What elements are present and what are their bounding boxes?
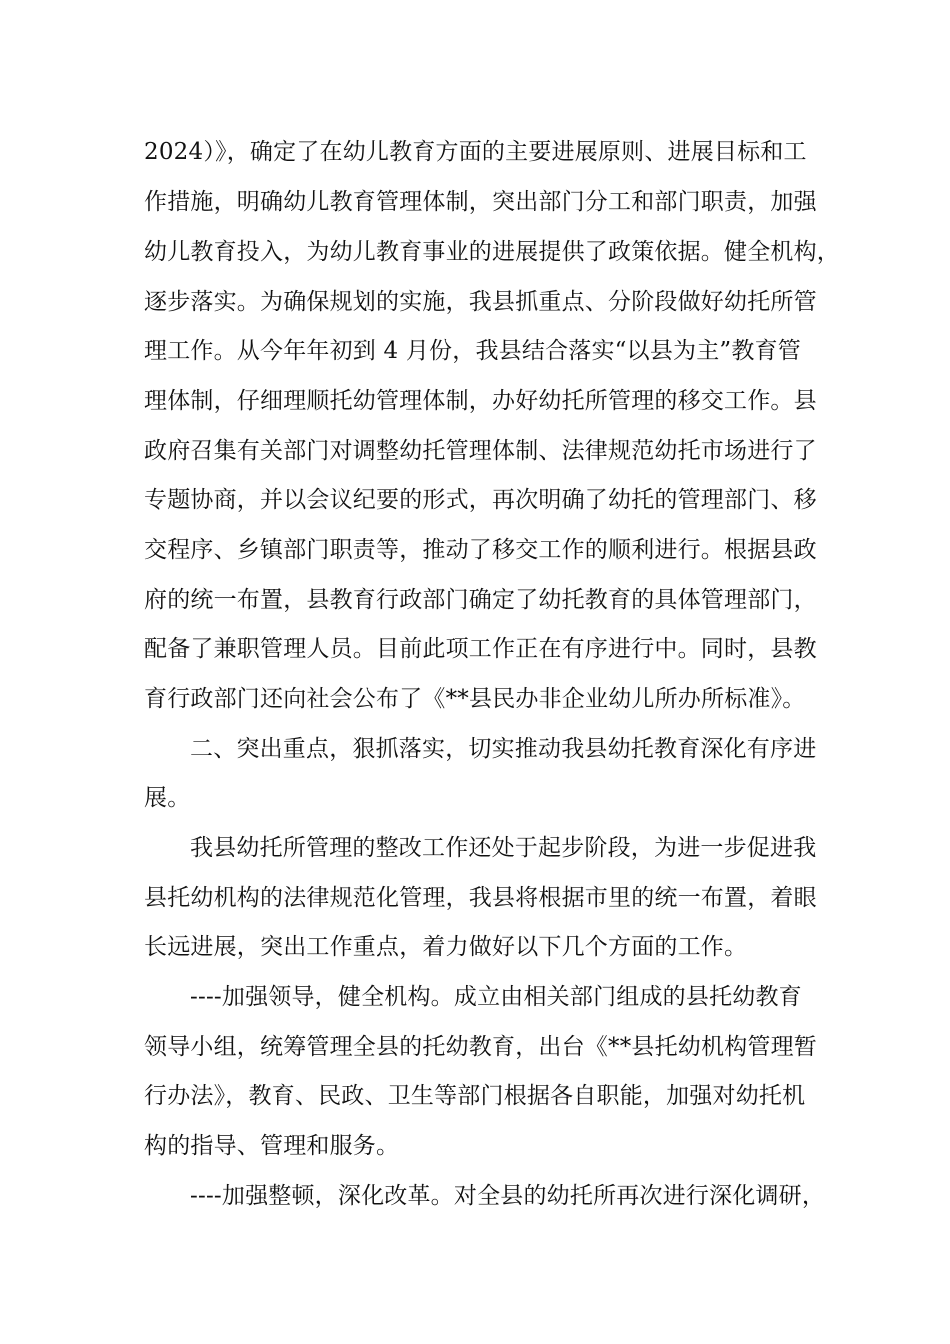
text-line: 配备了兼职管理人员。目前此项工作正在有序进行中。同时，县教 <box>144 636 817 662</box>
text-line: 理体制，仔细理顺托幼管理体制，办好幼托所管理的移交工作。县 <box>144 388 817 414</box>
text-line: 逐步落实。为确保规划的实施，我县抓重点、分阶段做好幼托所管 <box>144 289 817 315</box>
text-line: 交程序、乡镇部门职责等，推动了移交工作的顺利进行。根据县政 <box>144 537 817 563</box>
text-line: 长远进展，突出工作重点，着力做好以下几个方面的工作。 <box>144 934 748 960</box>
text-line: 专题协商，并以会议纪要的形式，再次明确了幼托的管理部门、移 <box>144 487 817 513</box>
text-line: 行办法》，教育、民政、卫生等部门根据各自职能，加强对幼托机 <box>144 1083 806 1109</box>
text-line: 县托幼机构的法律规范化管理，我县将根据市里的统一布置，着眼 <box>144 885 817 911</box>
text-line: 展。 <box>144 785 191 811</box>
text-line: 作措施，明确幼儿教育管理体制，突出部门分工和部门职责，加强 <box>144 189 817 215</box>
text-line: 育行政部门还向社会公布了《**县民办非企业幼儿所办所标准》。 <box>144 686 806 712</box>
paragraph-first-line: 我县幼托所管理的整改工作还处于起步阶段，为进一步促进我 <box>190 835 817 861</box>
paragraph-first-line: ----加强整顿，深化改革。对全县的幼托所再次进行深化调研， <box>190 1183 826 1209</box>
text-line: 府的统一布置，县教育行政部门确定了幼托教育的具体管理部门， <box>144 587 817 613</box>
text-line: 2024）》，确定了在幼儿教育方面的主要进展原则、进展目标和工 <box>144 139 807 165</box>
text-line: 领导小组，统筹管理全县的托幼教育，出台《**县托幼机构管理暂 <box>144 1034 817 1060</box>
paragraph-first-line: ----加强领导，健全机构。成立由相关部门组成的县托幼教育 <box>190 984 802 1010</box>
text-line: 幼儿教育投入，为幼儿教育事业的进展提供了政策依据。健全机构， <box>144 239 840 265</box>
text-line: 理工作。从今年年初到 4 月份，我县结合落实“以县为主”教育管 <box>144 338 801 364</box>
text-line: 构的指导、管理和服务。 <box>144 1133 400 1159</box>
text-line: 政府召集有关部门对调整幼托管理体制、法律规范幼托市场进行了 <box>144 438 817 464</box>
section-heading: 二、突出重点，狠抓落实，切实推动我县幼托教育深化有序进 <box>190 736 817 762</box>
